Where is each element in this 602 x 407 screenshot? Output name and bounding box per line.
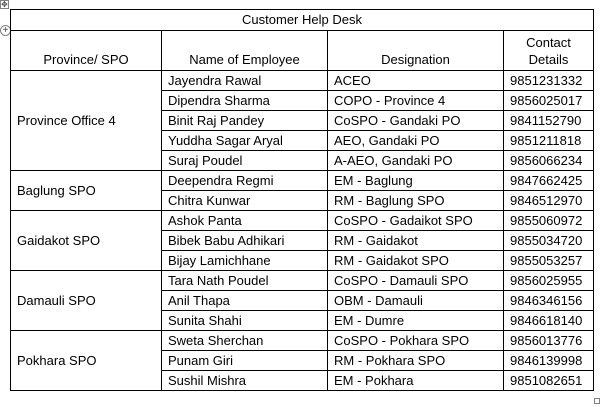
contact-cell: 9846139998 <box>504 351 594 371</box>
province-cell: Gaidakot SPO <box>11 211 162 271</box>
designation-cell: COPO - Province 4 <box>328 91 504 111</box>
designation-cell: CoSPO - Pokhara SPO <box>328 331 504 351</box>
employee-name-cell: Chitra Kunwar <box>162 191 328 211</box>
employee-name-cell: Deependra Regmi <box>162 171 328 191</box>
designation-cell: CoSPO - Damauli SPO <box>328 271 504 291</box>
contact-cell: 9856025017 <box>504 91 594 111</box>
employee-name-cell: Dipendra Sharma <box>162 91 328 111</box>
employee-name-cell: Sushil Mishra <box>162 371 328 391</box>
header-row <box>11 31 594 71</box>
contact-cell: 9856025955 <box>504 271 594 291</box>
contact-cell: 9846618140 <box>504 311 594 331</box>
table-resize-handle-icon[interactable] <box>594 398 600 404</box>
contact-cell: 9851231332 <box>504 71 594 91</box>
contact-cell: 9855034720 <box>504 231 594 251</box>
designation-cell: RM - Gaidakot <box>328 231 504 251</box>
province-cell: Damauli SPO <box>11 271 162 331</box>
designation-cell: EM - Dumre <box>328 311 504 331</box>
insert-row-icon[interactable]: + <box>0 25 11 36</box>
table-row <box>11 171 594 191</box>
table-title: Customer Help Desk <box>11 10 594 31</box>
designation-cell: OBM - Damauli <box>328 291 504 311</box>
contact-cell: 9851211818 <box>504 131 594 151</box>
title-row <box>11 10 594 31</box>
designation-cell: ACEO <box>328 71 504 91</box>
designation-cell: EM - Pokhara <box>328 371 504 391</box>
header-designation: Designation <box>328 31 504 71</box>
contact-cell: 9856013776 <box>504 331 594 351</box>
employee-name-cell: Suraj Poudel <box>162 151 328 171</box>
contact-cell: 9856066234 <box>504 151 594 171</box>
contact-cell: 9855060972 <box>504 211 594 231</box>
employee-name-cell: Punam Giri <box>162 351 328 371</box>
table-row <box>11 331 594 351</box>
contact-cell: 9846346156 <box>504 291 594 311</box>
contact-cell: 9851082651 <box>504 371 594 391</box>
employee-name-cell: Anil Thapa <box>162 291 328 311</box>
contact-cell: 9847662425 <box>504 171 594 191</box>
employee-name-cell: Binit Raj Pandey <box>162 111 328 131</box>
province-cell: Baglung SPO <box>11 171 162 211</box>
table-row <box>11 211 594 231</box>
designation-cell: RM - Pokhara SPO <box>328 351 504 371</box>
province-cell: Pokhara SPO <box>11 331 162 391</box>
province-cell: Province Office 4 <box>11 71 162 171</box>
designation-cell: AEO, Gandaki PO <box>328 131 504 151</box>
header-contact: Contact Details <box>504 31 594 71</box>
designation-cell: CoSPO - Gandaki PO <box>328 111 504 131</box>
designation-cell: A-AEO, Gandaki PO <box>328 151 504 171</box>
header-employee: Name of Employee <box>162 31 328 71</box>
employee-name-cell: Sweta Sherchan <box>162 331 328 351</box>
employee-name-cell: Yuddha Sagar Aryal <box>162 131 328 151</box>
designation-cell: EM - Baglung <box>328 171 504 191</box>
designation-cell: RM - Baglung SPO <box>328 191 504 211</box>
designation-cell: CoSPO - Gadaikot SPO <box>328 211 504 231</box>
employee-name-cell: Tara Nath Poudel <box>162 271 328 291</box>
employee-name-cell: Ashok Panta <box>162 211 328 231</box>
table-row <box>11 271 594 291</box>
employee-name-cell: Sunita Shahi <box>162 311 328 331</box>
header-province: Province/ SPO <box>11 31 162 71</box>
contact-cell: 9855053257 <box>504 251 594 271</box>
table-row <box>11 71 594 91</box>
employee-name-cell: Jayendra Rawal <box>162 71 328 91</box>
designation-cell: RM - Gaidakot SPO <box>328 251 504 271</box>
table-move-handle-icon[interactable]: ✥ <box>1 0 8 9</box>
contact-cell: 9846512970 <box>504 191 594 211</box>
employee-name-cell: Bibek Babu Adhikari <box>162 231 328 251</box>
contact-cell: 9841152790 <box>504 111 594 131</box>
customer-help-desk-table <box>10 9 594 391</box>
employee-name-cell: Bijay Lamichhane <box>162 251 328 271</box>
